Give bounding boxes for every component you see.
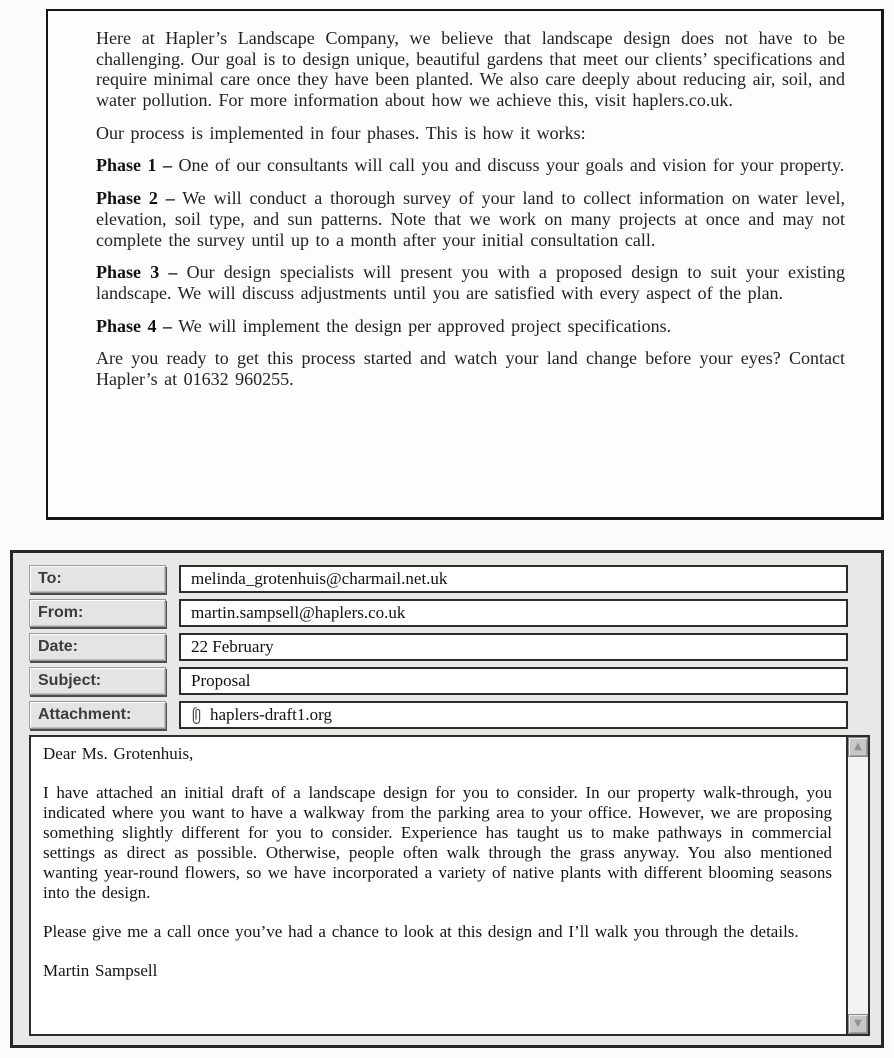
email-field-row-to: [29, 565, 881, 593]
date-input[interactable]: [179, 633, 848, 661]
down-arrow-icon: ▼: [854, 1018, 862, 1029]
letter-paragraph-phase-4: Phase 4 – We will implement the design per approved project specifications.: [96, 315, 672, 336]
letter-paragraph: Our process is implemented in four phases. This is how it works:: [96, 122, 586, 143]
body-paragraph: Please give me a call once you’ve had a chance to look at this design and I’ll walk you through the details.: [43, 922, 799, 942]
letter-paragraph: Are you ready to get this process started and watch your land change before your eyes? Contact Hapler’s at 01632 960255.: [96, 348, 845, 389]
email-field-row-attachment: [29, 701, 881, 729]
subject-label-button[interactable]: Subject:: [29, 667, 166, 695]
attachment-label-button[interactable]: Attachment:: [29, 701, 166, 729]
body-salutation: Dear Ms. Grotenhuis,: [43, 744, 194, 763]
scroll-up-button[interactable]: [848, 737, 868, 757]
to-input[interactable]: [179, 565, 848, 593]
email-field-row-from: [29, 599, 881, 627]
email-body-box: [29, 735, 870, 1036]
scroll-down-button[interactable]: [848, 1014, 868, 1034]
letter-paragraph-phase-2: Phase 2 – We will conduct a thorough survey of your land to collect information on water level, elevation, soil type, and sun patterns. Note that we work on many projects at once and may not complete the survey until up to a month after your initial consultation call.: [96, 188, 845, 250]
up-arrow-icon: ▲: [854, 741, 862, 752]
attachment-input[interactable]: [179, 701, 848, 729]
to-value: melinda_grotenhuis@charmail.net.uk: [191, 569, 448, 588]
date-value: 22 February: [191, 637, 274, 656]
email-body-textarea[interactable]: [31, 737, 846, 1034]
to-label-button[interactable]: To:: [29, 565, 166, 593]
subject-value: Proposal: [191, 671, 251, 690]
from-label-button[interactable]: From:: [29, 599, 166, 627]
vertical-scrollbar[interactable]: [846, 737, 868, 1034]
email-client-panel: [10, 550, 884, 1048]
subject-input[interactable]: [179, 667, 848, 695]
email-field-row-date: [29, 633, 881, 661]
scroll-track[interactable]: [848, 757, 868, 1014]
letter-paragraph: Here at Hapler’s Landscape Company, we believe that landscape design does not have to be challenging. Our goal is to design unique, beautiful gardens that meet our clients’ specifications and require minimal care once they have been planted. We also care deeply about reducing air, soil, and water pollution. For more information about how we achieve this, visit haplers.co.uk.: [96, 28, 845, 111]
company-letter: [46, 9, 884, 520]
letter-paragraph-phase-1: Phase 1 – One of our consultants will call you and discuss your goals and vision for your property.: [96, 155, 845, 176]
date-label-button[interactable]: Date:: [29, 633, 166, 661]
body-signature: Martin Sampsell: [43, 961, 158, 981]
body-paragraph: I have attached an initial draft of a landscape design for you to consider. In our property walk-through, you indicated where you want to have a walkway from the parking area to your office. However, we are proposing something slightly different for you to consider. Experience has taught us to make pathways in commercial settings as direct as possible. Otherwise, people often walk through the grass anyway. You also mentioned wanting year-round flowers, so we have incorporated a variety of native plants with different blooming seasons into the design.: [43, 783, 832, 903]
email-field-row-subject: [29, 667, 881, 695]
from-input[interactable]: [179, 599, 848, 627]
attachment-filename: haplers-draft1.org: [210, 705, 332, 724]
from-value: martin.sampsell@haplers.co.uk: [191, 603, 406, 622]
paperclip-icon: [191, 706, 202, 725]
letter-paragraph-phase-3: Phase 3 – Our design specialists will present you with a proposed design to suit your existing landscape. We will discuss adjustments until you are satisfied with every aspect of the plan.: [96, 262, 846, 303]
